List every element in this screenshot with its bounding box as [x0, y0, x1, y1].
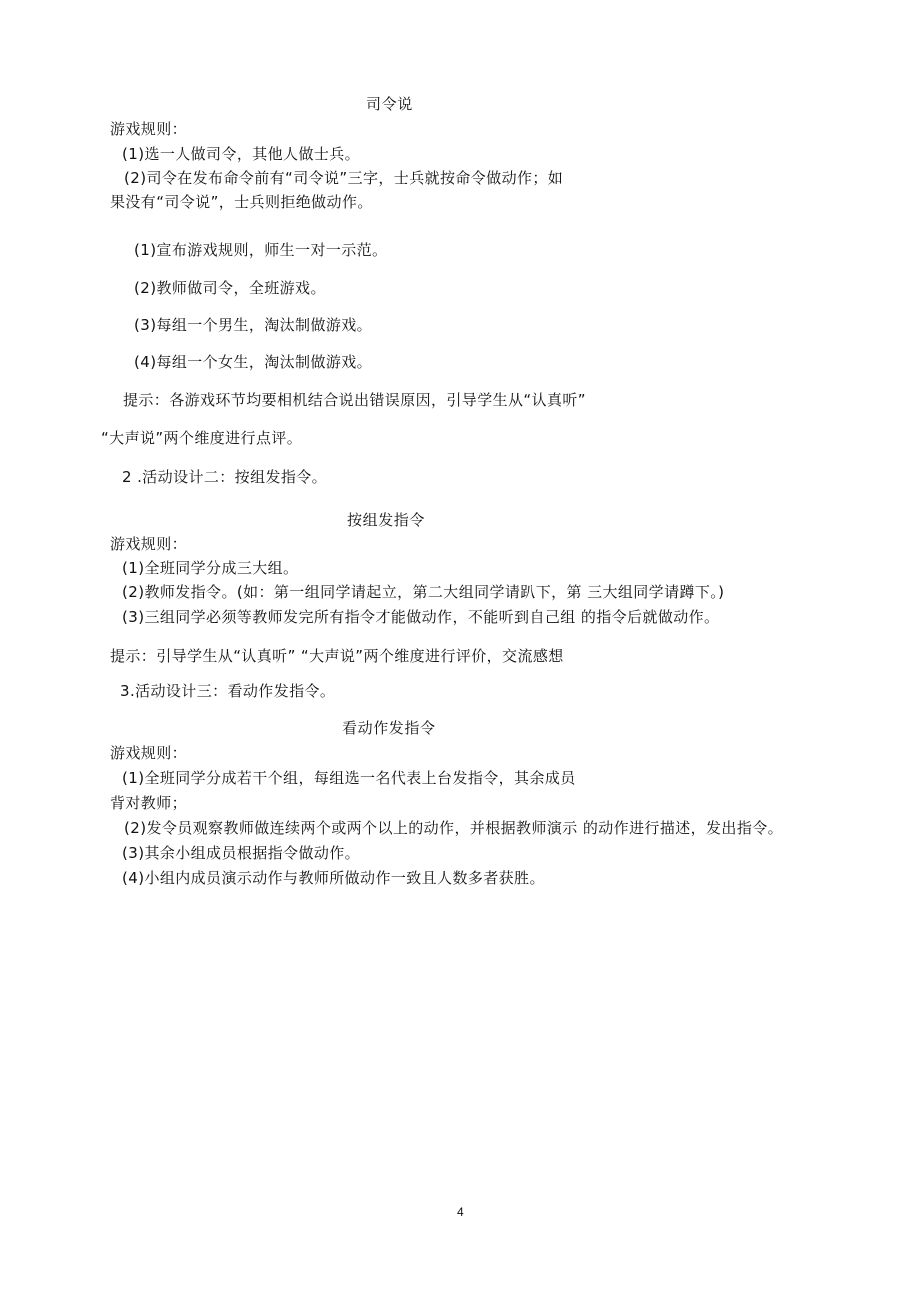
rule-item: (1)选一人做司令，其他人做士兵。 [122, 145, 361, 163]
step-item: (2)教师做司令，全班游戏。 [134, 279, 326, 297]
activity-heading: 2 .活动设计二：按组发指令。 [122, 468, 328, 486]
rule-item: (2)司令在发布命令前有“司令说”三字，士兵就按命令做动作；如 [124, 169, 564, 187]
rules-label: 游戏规则： [110, 535, 188, 553]
section-title-siling-shuo: 司令说 [366, 95, 413, 113]
step-item: (4)每组一个女生，淘汰制做游戏。 [134, 353, 373, 371]
rule-item: (1)全班同学分成三大组。 [122, 559, 299, 577]
step-item: (1)宣布游戏规则，师生一对一示范。 [134, 241, 388, 259]
tip-text: 提示：各游戏环节均要相机结合说出错误原因，引导学生从“认真听” [123, 391, 586, 409]
page-number: 4 [457, 1205, 464, 1219]
rule-item: (3)三组同学必须等教师发完所有指令才能做动作，不能听到自己组 的指令后就做动作。 [122, 608, 720, 626]
step-item: (3)每组一个男生，淘汰制做游戏。 [134, 316, 373, 334]
tip-text-continuation: “大声说”两个维度进行点评。 [101, 429, 303, 447]
rule-item-continuation: 果没有“司令说”，士兵则拒绝做动作。 [110, 193, 373, 211]
rule-item: (4)小组内成员演示动作与教师所做动作一致且人数多者获胜。 [122, 869, 545, 887]
rules-label: 游戏规则： [110, 744, 188, 762]
rule-item: (1)全班同学分成若干个组，每组选一名代表上台发指令，其余成员 [122, 769, 576, 787]
tip-text: 提示：引导学生从“认真听” “大声说”两个维度进行评价，交流感想 [110, 647, 564, 665]
rule-item: (2)教师发指令。(如：第一组同学请起立，第二大组同学请趴下，第 三大组同学请蹲下。) [122, 583, 725, 601]
section-title-anzu-fa-zhiling: 按组发指令 [347, 511, 426, 529]
rule-item-continuation: 背对教师； [110, 794, 188, 812]
rule-item: (3)其余小组成员根据指令做动作。 [122, 844, 361, 862]
activity-heading: 3.活动设计三：看动作发指令。 [120, 682, 336, 700]
rule-item: (2)发令员观察教师做连续两个或两个以上的动作，并根据教师演示 的动作进行描述，发出指令。 [124, 819, 784, 837]
rules-label: 游戏规则： [110, 120, 188, 138]
section-title-kan-dongzuo-fa-zhiling: 看动作发指令 [342, 719, 436, 737]
